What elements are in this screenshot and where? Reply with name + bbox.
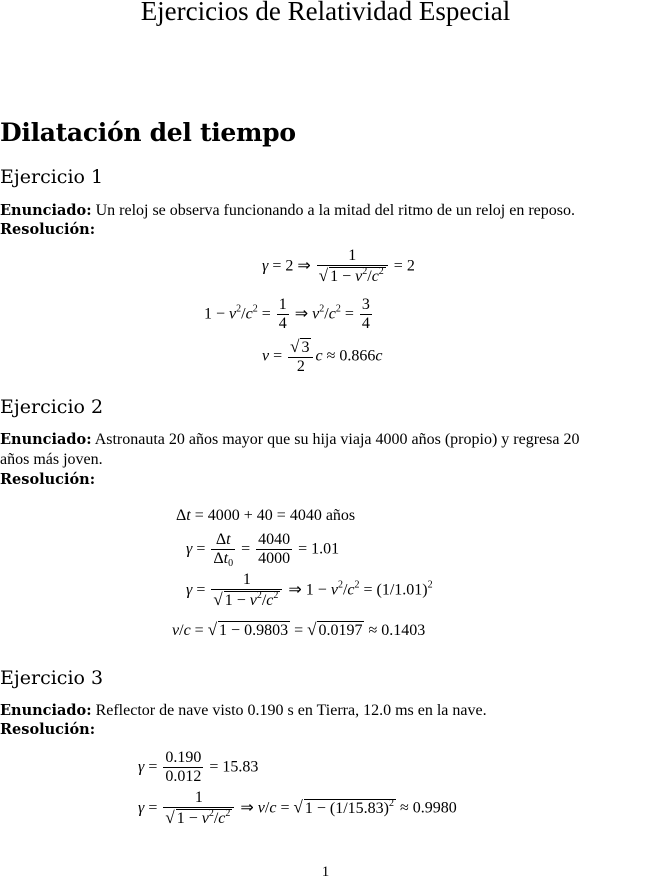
- enunciado-label: Enunciado:: [0, 202, 92, 219]
- exercise-3-equation-2: γ = $\frac{1}{√ 1 - v^2/c^2}$ ⇒ v/c = √ $1 - (1/15.83)^2 \approx 0.9980$: [138, 789, 457, 828]
- enunciado-text: Reflector de nave visto 0.190 s en Tierra, 12.0 ms en la nave.: [95, 702, 487, 719]
- exercise-2-equation-3: γ = $\frac{1}{√ 1 - v^2/c^2}$ ⇒ $1 - v^2/c^2 = (1/1.01)^2$: [186, 571, 433, 610]
- section-heading: Dilatación del tiempo: [0, 118, 296, 147]
- exercise-2-equation-4: v/c = √ 1 − 0.9803 = √ 0.0197 ≈ 0.1403: [172, 620, 426, 639]
- exercise-3-equation-1: γ = $\frac{0.190}{0.012}$ = 15.83: [138, 749, 259, 786]
- exercise-1-statement: [0, 202, 575, 220]
- enunciado-label: Enunciado:: [0, 702, 92, 719]
- resolucion-label: Resolución:: [0, 221, 96, 238]
- resolucion-label: Resolución:: [0, 471, 96, 488]
- enunciado-text: Un reloj se observa funcionando a la mitad del ritmo de un reloj en reposo.: [95, 202, 575, 219]
- exercise-3-statement: [0, 702, 487, 720]
- exercise-2-equation-1: Δt = 4000 + 40 = 4040 años: [176, 507, 356, 524]
- exercise-2-statement-cont: años más joven.: [0, 451, 103, 468]
- exercise-1-equation-3: v = $\frac{√ 3}{2}$ c ≈ 0.866c: [262, 337, 383, 376]
- exercise-3-heading: Ejercicio 3: [0, 667, 104, 689]
- exercise-2-heading: Ejercicio 2: [0, 396, 104, 418]
- enunciado-text: Astronauta 20 años mayor que su hija viaja 4000 años (propio) y regresa 20: [94, 431, 580, 448]
- exercise-1-equation-1: γ = 2 ⇒ $\frac{1}{√ 1 - v^2/c^2}$ = 2: [262, 247, 415, 286]
- exercise-2-equation-2: γ = $\frac{\Delta t}{\Delta t_0}$ = $\frac{4040}{4000}$ = 1.01: [186, 531, 340, 570]
- exercise-1-heading: Ejercicio 1: [0, 166, 104, 188]
- enunciado-label: Enunciado:: [0, 431, 92, 448]
- exercise-2-statement: [0, 431, 579, 449]
- resolucion-label: Resolución:: [0, 721, 96, 738]
- page-number: 1: [321, 864, 330, 880]
- document-title: Ejercicios de Relatividad Especial: [140, 0, 511, 26]
- exercise-1-equation-2: $1 - v^2/c^2$ = $\frac{1}{4}$ ⇒ $v^2/c^2$ = $\frac{3}{4}$: [204, 296, 370, 333]
